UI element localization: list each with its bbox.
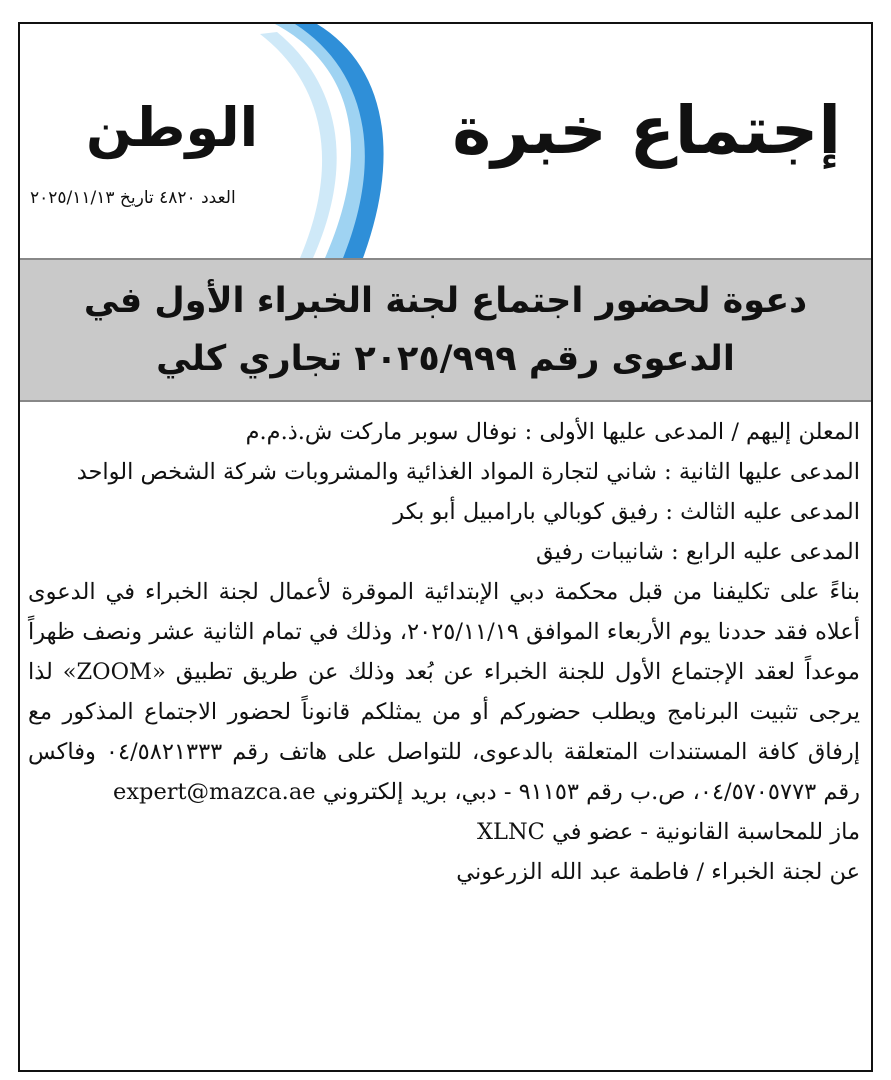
headline-banner xyxy=(20,258,871,402)
newspaper-logo: الوطن xyxy=(86,96,259,159)
header xyxy=(20,24,871,258)
main-title: إجتماع خبرة xyxy=(452,92,841,169)
party-line-3: المدعى عليه الثالث : رفيق كوبالي بارامبيل أبو بكر xyxy=(393,499,860,525)
issue-date: العدد ٤٨٢٠ تاريخ ٢٠٢٥/١١/١٣ xyxy=(30,188,236,208)
notice-paragraph: بناءً على تكليفنا من قبل محكمة دبي الإبتدائية الموقرة لأعمال لجنة الخبراء في الدعوى أعلاه فقد حددنا يوم الأربعاء الموافق ٢٠٢٥/١١/١٩، وذلك في تمام الثانية عشر ونصف ظهراً موعداً لعقد الإجتماع الأول للجنة الخبراء عن بُعد وذلك عن طريق تطبيق «ZOOM» لذا يرجى تثبيت البرنامج ويطلب حضوركم أو من يمثلكم قانوناً لحضور الاجتماع المذكور مع إرفاق كافة المستندات المتعلقة بالدعوى، للتواصل على هاتف رقم ٠٤/٥٨٢١٣٣٣ وفاكس رقم ٠٤/٥٧٠٥٧٧٣، ص.ب رقم ٩١١٥٣ - دبي، بريد إلكتروني expert@mazca.ae xyxy=(28,579,861,805)
logo-swoosh-icon xyxy=(255,24,390,258)
headline-line-2: الدعوى رقم ٢٠٢٥/٩٩٩ تجاري كلي xyxy=(156,339,735,379)
party-line-1: المعلن إليهم / المدعى عليها الأولى : نوفال سوبر ماركت ش.ذ.م.م xyxy=(245,419,860,445)
party-line-4: المدعى عليه الرابع : شانيبات رفيق xyxy=(536,539,860,565)
signature-firm: ماز للمحاسبة القانونية - عضو في XLNC xyxy=(477,819,860,845)
notice-body xyxy=(28,412,860,892)
ad-frame xyxy=(18,22,873,1072)
signature-name: عن لجنة الخبراء / فاطمة عبد الله الزرعوني xyxy=(456,859,860,885)
headline-line-1: دعوة لحضور اجتماع لجنة الخبراء الأول في xyxy=(83,281,808,321)
party-line-2: المدعى عليها الثانية : شاني لتجارة المواد الغذائية والمشروبات شركة الشخص الواحد xyxy=(76,459,860,485)
